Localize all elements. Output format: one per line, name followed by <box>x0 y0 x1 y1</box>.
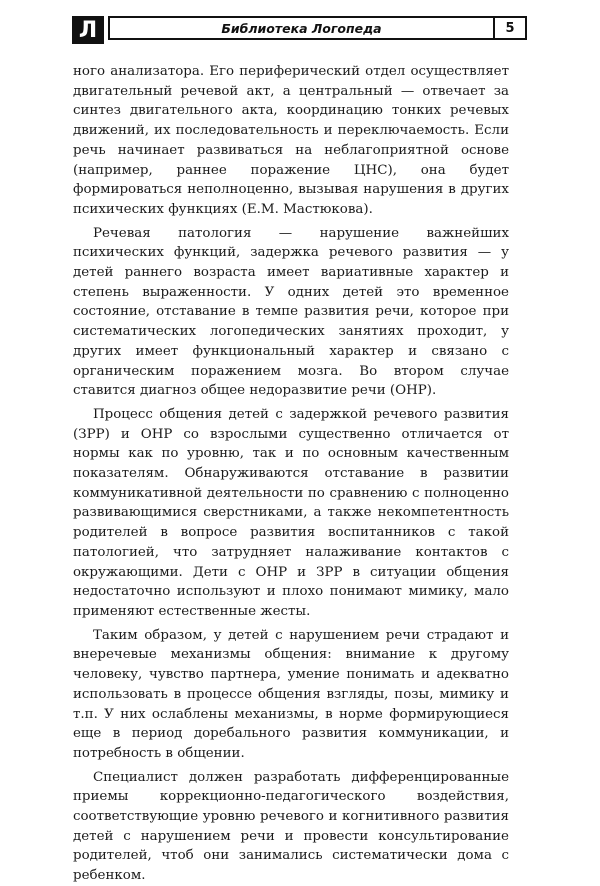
header-title: Библиотека Логопеда <box>221 20 382 36</box>
paragraph-4: Таким образом, у детей с нарушением речи страдают и внеречевые механизмы общения: внимание к другому человеку, чувство партнера, умение понимать и адекватно использовать в процессе общения взгляды, позы, мимику и т.п. У них ослаблены механизмы, в норме формирующиеся еще в период доребального развития коммуникации, и потребность в общении. <box>73 627 509 761</box>
paragraph-3: Процесс общения детей с задержкой речевого развития (ЗРР) и ОНР со взрослыми существенно отличается от нормы как по уровню, так и по основным качественным показателям. Обнаруживаются отставание в развитии коммуникативной деятельности по сравнению с полноценно развивающимися сверстниками, а также некомпетентность родителей в вопросе развития воспитанников с такой патологией, что затрудняет налаживание контактов с окружающими. Дети с ОНР и ЗРР в ситуации общения недостаточно используют и плохо понимают мимику, мало применяют естественные жесты. <box>73 406 509 619</box>
paragraph-1: ного анализатора. Его периферический отдел осуществляет двигательный речевой акт, а центральный — отвечает за синтез двигательного акта, координацию тонких речевых движений, их последовательность и переключаемость. Если речь начинает развиваться на неблагоприятной основе (например, раннее поражение ЦНС), она будет формироваться неполноценно, вызывая нарушения в других психических функциях (Е.М. Мастюкова). <box>73 64 509 217</box>
series-logo: Л <box>72 16 104 44</box>
page-number: 5 <box>493 16 527 40</box>
paragraph-5: Специалист должен разработать дифференцированные приемы коррекционно-педагогического воздействия, соответствующие уровню речевого и когнитивного развития детей с нарушением речи и провести консультирование родителей, чтоб они занимались систематически дома с ребенком. <box>73 769 509 884</box>
header-title-box <box>108 16 493 40</box>
running-header <box>72 16 527 44</box>
paragraph-2: Речевая патология — нарушение важнейших психических функций, задержка речевого развития — у детей раннего возраста имеет вариативные характер и степень выраженности. У одних детей это временное состояние, отставание в темпе развития речи, которое при систематических логопедических занятиях проходит, у других имеет функциональный характер и связано с органическим поражением мозга. Во втором случае ставится диагноз общее недоразвитие речи (ОНР). <box>73 225 509 399</box>
body-text <box>73 62 509 886</box>
